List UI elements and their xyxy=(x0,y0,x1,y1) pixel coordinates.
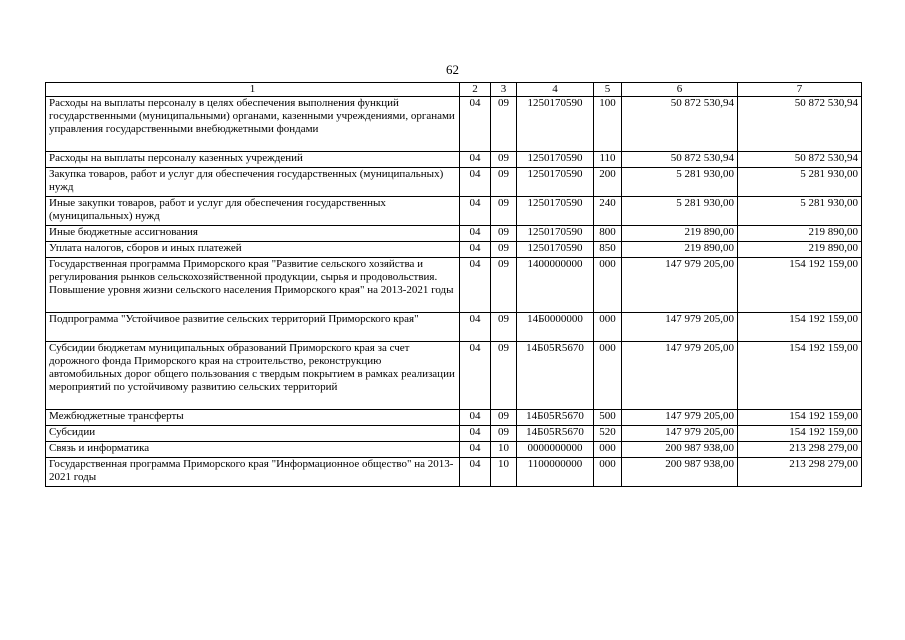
table-row xyxy=(46,458,862,487)
table-row xyxy=(46,342,862,410)
row-expense-type: 520 xyxy=(594,426,622,442)
row-expense-type: 240 xyxy=(594,197,622,226)
row-name: Межбюджетные трансферты xyxy=(46,410,460,426)
row-amount-col6: 147 979 205,00 xyxy=(622,258,738,313)
row-amount-col7: 213 298 279,00 xyxy=(738,458,862,487)
row-amount-col6: 147 979 205,00 xyxy=(622,342,738,410)
row-section: 04 xyxy=(460,313,491,342)
row-name: Государственная программа Приморского края "Развитие сельского хозяйства и регулирования рынков сельскохозяйственной продукции, сырья и продовольствия. Повышение уровня жизни сельского населения Приморского края" на 2013-2021 годы xyxy=(46,258,460,313)
table-row xyxy=(46,197,862,226)
row-name: Подпрограмма "Устойчивое развитие сельских территорий Приморского края" xyxy=(46,313,460,342)
row-subsection: 09 xyxy=(491,152,517,168)
row-name: Закупка товаров, работ и услуг для обеспечения государственных (муниципальных) нужд xyxy=(46,168,460,197)
column-header: 6 xyxy=(622,83,738,97)
row-subsection: 10 xyxy=(491,442,517,458)
row-amount-col7: 213 298 279,00 xyxy=(738,442,862,458)
row-section: 04 xyxy=(460,97,491,152)
row-target-article: 0000000000 xyxy=(517,442,594,458)
row-amount-col7: 219 890,00 xyxy=(738,242,862,258)
table-row xyxy=(46,242,862,258)
row-amount-col7: 5 281 930,00 xyxy=(738,168,862,197)
row-target-article: 1250170590 xyxy=(517,97,594,152)
row-section: 04 xyxy=(460,442,491,458)
table-row xyxy=(46,152,862,168)
row-section: 04 xyxy=(460,197,491,226)
row-amount-col6: 147 979 205,00 xyxy=(622,410,738,426)
table-row xyxy=(46,442,862,458)
column-header: 1 xyxy=(46,83,460,97)
row-target-article: 14Б05R5670 xyxy=(517,410,594,426)
row-target-article: 14Б0000000 xyxy=(517,313,594,342)
row-amount-col7: 154 192 159,00 xyxy=(738,342,862,410)
row-amount-col6: 200 987 938,00 xyxy=(622,458,738,487)
row-amount-col6: 147 979 205,00 xyxy=(622,313,738,342)
row-subsection: 09 xyxy=(491,242,517,258)
row-subsection: 09 xyxy=(491,226,517,242)
row-name: Иные закупки товаров, работ и услуг для обеспечения государственных (муниципальных) нужд xyxy=(46,197,460,226)
row-section: 04 xyxy=(460,458,491,487)
row-section: 04 xyxy=(460,242,491,258)
row-section: 04 xyxy=(460,410,491,426)
row-target-article: 14Б05R5670 xyxy=(517,342,594,410)
table-body xyxy=(46,97,862,487)
row-amount-col7: 154 192 159,00 xyxy=(738,313,862,342)
row-section: 04 xyxy=(460,152,491,168)
row-subsection: 10 xyxy=(491,458,517,487)
row-subsection: 09 xyxy=(491,197,517,226)
row-target-article: 1250170590 xyxy=(517,242,594,258)
table-row xyxy=(46,97,862,152)
row-expense-type: 800 xyxy=(594,226,622,242)
row-expense-type: 500 xyxy=(594,410,622,426)
row-amount-col6: 219 890,00 xyxy=(622,242,738,258)
column-header: 4 xyxy=(517,83,594,97)
row-subsection: 09 xyxy=(491,410,517,426)
row-amount-col7: 50 872 530,94 xyxy=(738,97,862,152)
header-row xyxy=(46,83,862,97)
row-amount-col6: 147 979 205,00 xyxy=(622,426,738,442)
row-target-article: 1400000000 xyxy=(517,258,594,313)
row-amount-col7: 154 192 159,00 xyxy=(738,426,862,442)
row-amount-col7: 154 192 159,00 xyxy=(738,258,862,313)
row-target-article: 1250170590 xyxy=(517,197,594,226)
row-amount-col6: 50 872 530,94 xyxy=(622,97,738,152)
row-amount-col7: 154 192 159,00 xyxy=(738,410,862,426)
page-number: 62 xyxy=(446,62,459,77)
row-expense-type: 100 xyxy=(594,97,622,152)
row-expense-type: 110 xyxy=(594,152,622,168)
row-subsection: 09 xyxy=(491,168,517,197)
table-row xyxy=(46,426,862,442)
row-subsection: 09 xyxy=(491,342,517,410)
row-expense-type: 850 xyxy=(594,242,622,258)
row-name: Расходы на выплаты персоналу в целях обеспечения выполнения функций государственными (муниципальными) органами, казенными учреждениями, органами управления государственными внебюджетными фондами xyxy=(46,97,460,152)
row-name: Связь и информатика xyxy=(46,442,460,458)
row-amount-col7: 219 890,00 xyxy=(738,226,862,242)
row-amount-col6: 200 987 938,00 xyxy=(622,442,738,458)
column-header: 3 xyxy=(491,83,517,97)
table-row xyxy=(46,168,862,197)
row-section: 04 xyxy=(460,342,491,410)
row-target-article: 1250170590 xyxy=(517,168,594,197)
row-subsection: 09 xyxy=(491,313,517,342)
row-target-article: 1250170590 xyxy=(517,152,594,168)
row-section: 04 xyxy=(460,426,491,442)
row-subsection: 09 xyxy=(491,97,517,152)
row-name: Государственная программа Приморского края "Информационное общество" на 2013-2021 годы xyxy=(46,458,460,487)
row-amount-col6: 5 281 930,00 xyxy=(622,197,738,226)
row-expense-type: 000 xyxy=(594,313,622,342)
table-row xyxy=(46,258,862,313)
row-expense-type: 000 xyxy=(594,442,622,458)
budget-table xyxy=(45,82,862,487)
row-expense-type: 000 xyxy=(594,458,622,487)
row-expense-type: 200 xyxy=(594,168,622,197)
row-name: Уплата налогов, сборов и иных платежей xyxy=(46,242,460,258)
row-expense-type: 000 xyxy=(594,258,622,313)
row-amount-col6: 5 281 930,00 xyxy=(622,168,738,197)
row-section: 04 xyxy=(460,258,491,313)
row-amount-col7: 5 281 930,00 xyxy=(738,197,862,226)
row-target-article: 14Б05R5670 xyxy=(517,426,594,442)
row-section: 04 xyxy=(460,226,491,242)
column-header: 5 xyxy=(594,83,622,97)
table-row xyxy=(46,313,862,342)
row-expense-type: 000 xyxy=(594,342,622,410)
row-target-article: 1100000000 xyxy=(517,458,594,487)
row-name: Иные бюджетные ассигнования xyxy=(46,226,460,242)
row-amount-col7: 50 872 530,94 xyxy=(738,152,862,168)
table-row xyxy=(46,410,862,426)
row-subsection: 09 xyxy=(491,258,517,313)
row-subsection: 09 xyxy=(491,426,517,442)
table-row xyxy=(46,226,862,242)
column-header: 7 xyxy=(738,83,862,97)
row-amount-col6: 219 890,00 xyxy=(622,226,738,242)
row-amount-col6: 50 872 530,94 xyxy=(622,152,738,168)
row-target-article: 1250170590 xyxy=(517,226,594,242)
column-header: 2 xyxy=(460,83,491,97)
row-name: Субсидии бюджетам муниципальных образований Приморского края за счет дорожного фонда Приморского края на строительство, реконструкцию автомобильных дорог общего пользования с твердым покрытием в рамках реализации мероприятий по устойчивому развитию сельских территорий xyxy=(46,342,460,410)
row-name: Расходы на выплаты персоналу казенных учреждений xyxy=(46,152,460,168)
row-name: Субсидии xyxy=(46,426,460,442)
row-section: 04 xyxy=(460,168,491,197)
